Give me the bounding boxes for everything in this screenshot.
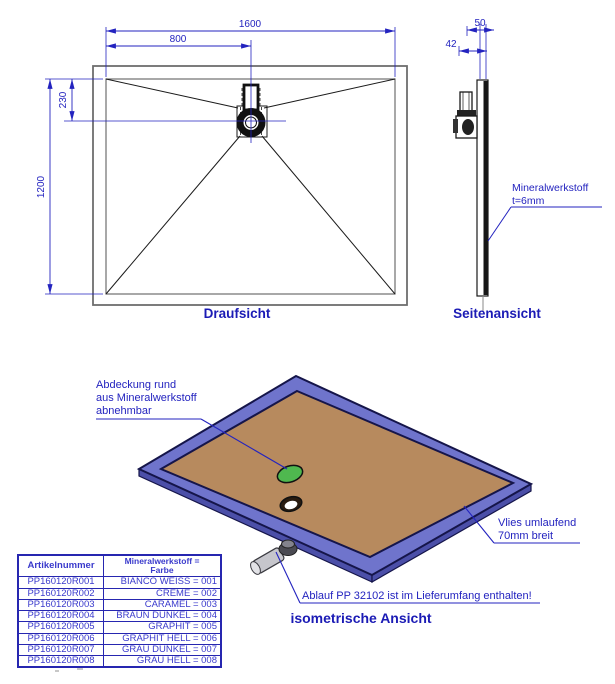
color-cell: BRAUN DUNKEL = 004 [104, 611, 222, 622]
side-view [445, 18, 602, 321]
print-artifact [55, 670, 59, 672]
article-number-cell: PP160120R005 [18, 622, 104, 633]
drain-note-text: Ablauf PP 32102 ist im Lieferumfang enthalten! [302, 590, 532, 602]
table-row [18, 588, 221, 599]
material-callout [488, 182, 602, 241]
extension-lines [45, 27, 395, 294]
article-number-cell: PP160120R004 [18, 611, 104, 622]
article-number-cell: PP160120R001 [18, 577, 104, 588]
fleece-callout-line2: 70mm breit [498, 530, 554, 542]
side-extension-lines [459, 24, 486, 79]
header-farbe [104, 555, 222, 577]
color-cell: GRAPHIT HELL = 006 [104, 633, 222, 644]
header-farbe-line2: Farbe [150, 565, 174, 576]
side-drain-fitting [453, 92, 477, 138]
material-callout-line1: Mineralwerkstoff [512, 182, 589, 194]
cover-callout-line2: aus Mineralwerkstoff [96, 392, 197, 404]
article-number-cell: PP160120R008 [18, 656, 104, 668]
print-artifact [77, 668, 83, 670]
table-row [18, 656, 221, 668]
table-row [18, 577, 221, 588]
article-number-cell: PP160120R007 [18, 644, 104, 655]
material-callout-line2: t=6mm [512, 195, 545, 207]
table-row [18, 622, 221, 633]
article-number-cell: PP160120R006 [18, 633, 104, 644]
table-header-row [18, 555, 221, 577]
dim-offset-42: 42 [445, 39, 457, 50]
dimension-lines [50, 31, 395, 294]
cover-callout-line1: Abdeckung rund [96, 379, 177, 391]
color-cell: BIANCO WEISS = 001 [104, 577, 222, 588]
cover-callout-line3: abnehmbar [96, 405, 152, 417]
table-row [18, 611, 221, 622]
iso-view-label: isometrische Ansicht [290, 610, 432, 626]
table-row [18, 644, 221, 655]
dim-half-width-800: 800 [169, 34, 187, 45]
color-cell: GRAPHIT = 005 [104, 622, 222, 633]
top-view [36, 19, 407, 321]
article-number-cell: PP160120R003 [18, 599, 104, 610]
color-cell: GRAU HELL = 008 [104, 656, 222, 668]
table-row [18, 599, 221, 610]
article-number-cell: PP160120R002 [18, 588, 104, 599]
color-cell: CREME = 002 [104, 588, 222, 599]
side-dimension-lines [459, 30, 494, 51]
header-artikelnummer: Artikelnummer [18, 555, 104, 577]
fleece-callout-line1: Vlies umlaufend [498, 517, 577, 529]
side-view-label: Seitenansicht [453, 306, 541, 321]
top-view-label: Draufsicht [203, 306, 271, 321]
dim-drain-offset-230: 230 [58, 91, 69, 109]
table-row [18, 633, 221, 644]
article-color-table [17, 554, 222, 668]
dim-depth-1200: 1200 [36, 175, 47, 199]
color-cell: CARAMEL = 003 [104, 599, 222, 610]
color-cell: GRAU DUNKEL = 007 [104, 644, 222, 655]
dim-total-depth-50: 50 [474, 18, 486, 29]
header-farbe-line1: Mineralwerkstoff = [124, 556, 200, 566]
iso-drain-fitting [249, 540, 297, 576]
dim-width-1600: 1600 [238, 19, 262, 30]
